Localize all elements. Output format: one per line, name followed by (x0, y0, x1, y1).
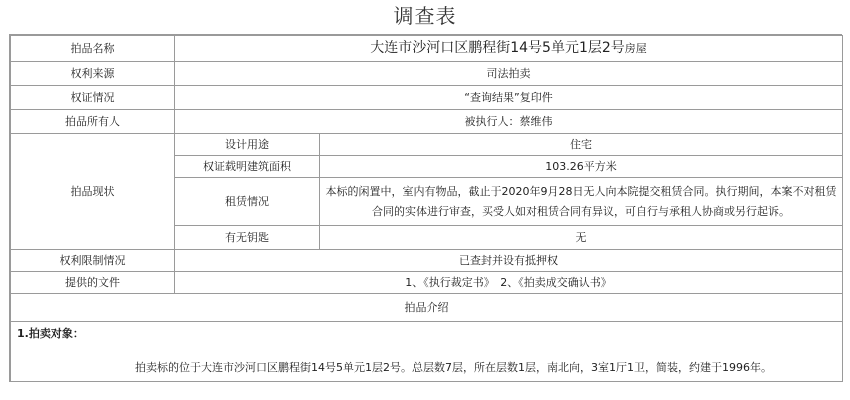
keys-label: 有无钥匙 (175, 226, 320, 250)
documents-value: 1、《执行裁定书》 2、《拍卖成交确认书》 (175, 272, 843, 294)
intro-section-title: 1.拍卖对象： (17, 327, 84, 340)
row-owner (11, 110, 843, 134)
area-value: 103.26平方米 (320, 156, 843, 178)
status-label: 拍品现状 (11, 134, 175, 250)
intro-body (11, 322, 843, 382)
survey-table (9, 34, 842, 382)
survey-grid (10, 35, 843, 382)
row-design-use (11, 134, 843, 156)
rights-source-value: 司法拍卖 (175, 62, 843, 86)
rights-source-label: 权利来源 (11, 62, 175, 86)
lot-name-label: 拍品名称 (11, 36, 175, 62)
owner-value: 被执行人：蔡维伟 (175, 110, 843, 134)
intro-header: 拍品介绍 (11, 294, 843, 322)
page-title: 调查表 (393, 4, 457, 28)
row-rights-source (11, 62, 843, 86)
row-documents (11, 272, 843, 294)
design-use-label: 设计用途 (175, 134, 320, 156)
restriction-value: 已查封并设有抵押权 (175, 250, 843, 272)
design-use-value: 住宅 (320, 134, 843, 156)
area-label: 权证载明建筑面积 (175, 156, 320, 178)
restriction-label: 权利限制情况 (11, 250, 175, 272)
keys-value: 无 (320, 226, 843, 250)
lot-name-address: 大连市沙河口区鹏程街14号5单元1层2号 (370, 40, 625, 56)
lease-value: 本标的闲置中，室内有物品，截止于2020年9月28日无人向本院提交租赁合同。执行期间，本案不对租赁合同的实体进行审查，买受人如对租赁合同有异议，可自行与承租人协商或另行起诉。 (320, 178, 843, 226)
row-intro-body (11, 322, 843, 382)
row-lot-name (11, 36, 843, 62)
row-intro-header (11, 294, 843, 322)
row-restriction (11, 250, 843, 272)
certificate-label: 权证情况 (11, 86, 175, 110)
lot-name-value (175, 36, 843, 62)
owner-label: 拍品所有人 (11, 110, 175, 134)
lease-label: 租赁情况 (175, 178, 320, 226)
lot-name-suffix: 房屋 (624, 42, 647, 55)
certificate-value: “查询结果”复印件 (175, 86, 843, 110)
row-certificate (11, 86, 843, 110)
intro-paragraph: 拍卖标的位于大连市沙河口区鹏程街14号5单元1层2号。总层数7层，所在层数1层，南北向，3室1厅1卫，简装，约建于1996年。 (135, 361, 772, 374)
documents-label: 提供的文件 (11, 272, 175, 294)
